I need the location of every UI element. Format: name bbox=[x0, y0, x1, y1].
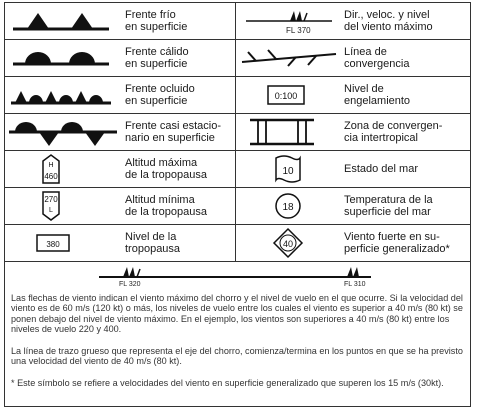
legend-label: Frente ocluido en superficie bbox=[125, 83, 195, 107]
legend-label: Temperatura de la superficie del mar bbox=[344, 194, 433, 218]
legend-label: Viento fuerte en su- perficie generalizado* bbox=[344, 231, 450, 255]
footnote-strong-wind: * Este símbolo se refiere a velocidades del viento en superficie generalizado que superen los 15 m/s (30kt). bbox=[11, 378, 444, 388]
stationary-front-symbol bbox=[5, 114, 115, 150]
legend-row bbox=[5, 225, 470, 261]
sea-state-symbol bbox=[236, 151, 346, 187]
legend-item-sea-temp bbox=[236, 188, 470, 224]
tropopause-level-symbol bbox=[5, 225, 115, 261]
legend-row bbox=[5, 40, 470, 76]
legend-table bbox=[4, 2, 471, 407]
legend-label: Frente cálido en superficie bbox=[125, 46, 189, 70]
warm-front-symbol bbox=[5, 40, 115, 76]
flight-level-label: FL 370 bbox=[286, 26, 311, 35]
sea-temp-symbol bbox=[236, 188, 346, 224]
tropopause-max-marker: H bbox=[48, 162, 54, 169]
strong-wind-symbol bbox=[236, 225, 346, 261]
legend-item-strong-wind bbox=[236, 225, 470, 261]
legend-grid bbox=[5, 3, 470, 261]
legend-item-max-wind bbox=[236, 3, 470, 39]
legend-item-freezing-level bbox=[236, 77, 470, 113]
legend-item-tropopause-min bbox=[5, 188, 235, 224]
occluded-front-symbol bbox=[5, 77, 115, 113]
legend-item-itcz bbox=[236, 114, 470, 150]
legend-item-warm-front bbox=[5, 40, 235, 76]
sea-state-value: 10 bbox=[282, 166, 294, 177]
legend-label: Dir., veloc. y nivel del viento máximo bbox=[344, 9, 433, 33]
legend-row bbox=[5, 3, 470, 39]
legend-item-tropopause-level bbox=[5, 225, 235, 261]
max-wind-symbol bbox=[236, 3, 346, 39]
freezing-level-value: 0:100 bbox=[274, 91, 298, 101]
cold-front-symbol bbox=[5, 3, 115, 39]
footnote-jet-axis: La línea de trazo grueso que representa el eje del chorro, comienza/termina en los puntos en que se ha previsto una velocidad del viento de 40 m/s (80 kt). bbox=[11, 346, 463, 367]
legend-row bbox=[5, 114, 470, 150]
legend-label: Altitud máxima de la tropopausa bbox=[125, 157, 207, 181]
legend-label: Zona de convergen- cia intertropical bbox=[344, 120, 443, 144]
legend-item-sea-state bbox=[236, 151, 470, 187]
legend-label: Línea de convergencia bbox=[344, 46, 410, 70]
legend-label: Altitud mínima de la tropopausa bbox=[125, 194, 207, 218]
tropopause-max-value: 460 bbox=[44, 172, 58, 181]
jet-fl-right: FL 310 bbox=[344, 281, 366, 287]
legend-row bbox=[5, 77, 470, 113]
legend-item-stationary-front bbox=[5, 114, 235, 150]
legend-row bbox=[5, 151, 470, 187]
legend-item-occluded-front bbox=[5, 77, 235, 113]
itcz-symbol bbox=[236, 114, 346, 150]
convergence-line-symbol bbox=[236, 40, 346, 76]
tropopause-min-value: 270 bbox=[44, 195, 58, 204]
legend-row bbox=[5, 188, 470, 224]
strong-wind-value: 40 bbox=[282, 239, 294, 249]
legend-item-tropopause-max bbox=[5, 151, 235, 187]
footnote-wind-arrows: Las flechas de viento indican el viento máximo del chorro y el nivel de vuelo en el que ocurre. Si la velocidad del viento es de 60 m/s (120 kt) o más, los niveles de vuelo entre los cuales el viento es superior a 40 m/s (80 kt) se ponen debajo del nivel de viento máximo. En el ejemplo, los vientos son superiores a 40 m/s (80 kt) entre los niveles de vuelo 220 y 400. bbox=[11, 293, 463, 335]
tropopause-min-symbol bbox=[5, 188, 115, 224]
row-divider bbox=[5, 261, 470, 262]
legend-item-convergence bbox=[236, 40, 470, 76]
legend-label: Nivel de la tropopausa bbox=[125, 231, 181, 255]
legend-label: Frente casi estacio- nario en superficie bbox=[125, 120, 221, 144]
legend-label: Estado del mar bbox=[344, 163, 418, 175]
freezing-level-symbol bbox=[236, 77, 346, 113]
legend-label: Nivel de engelamiento bbox=[344, 83, 411, 107]
jet-fl-left: FL 320 bbox=[119, 281, 141, 287]
sea-temp-value: 18 bbox=[282, 202, 294, 213]
tropopause-level-value: 380 bbox=[46, 240, 60, 249]
tropopause-min-marker: L bbox=[49, 207, 53, 214]
legend-label: Frente frío en superficie bbox=[125, 9, 188, 33]
tropopause-max-symbol bbox=[5, 151, 115, 187]
legend-item-cold-front bbox=[5, 3, 235, 39]
